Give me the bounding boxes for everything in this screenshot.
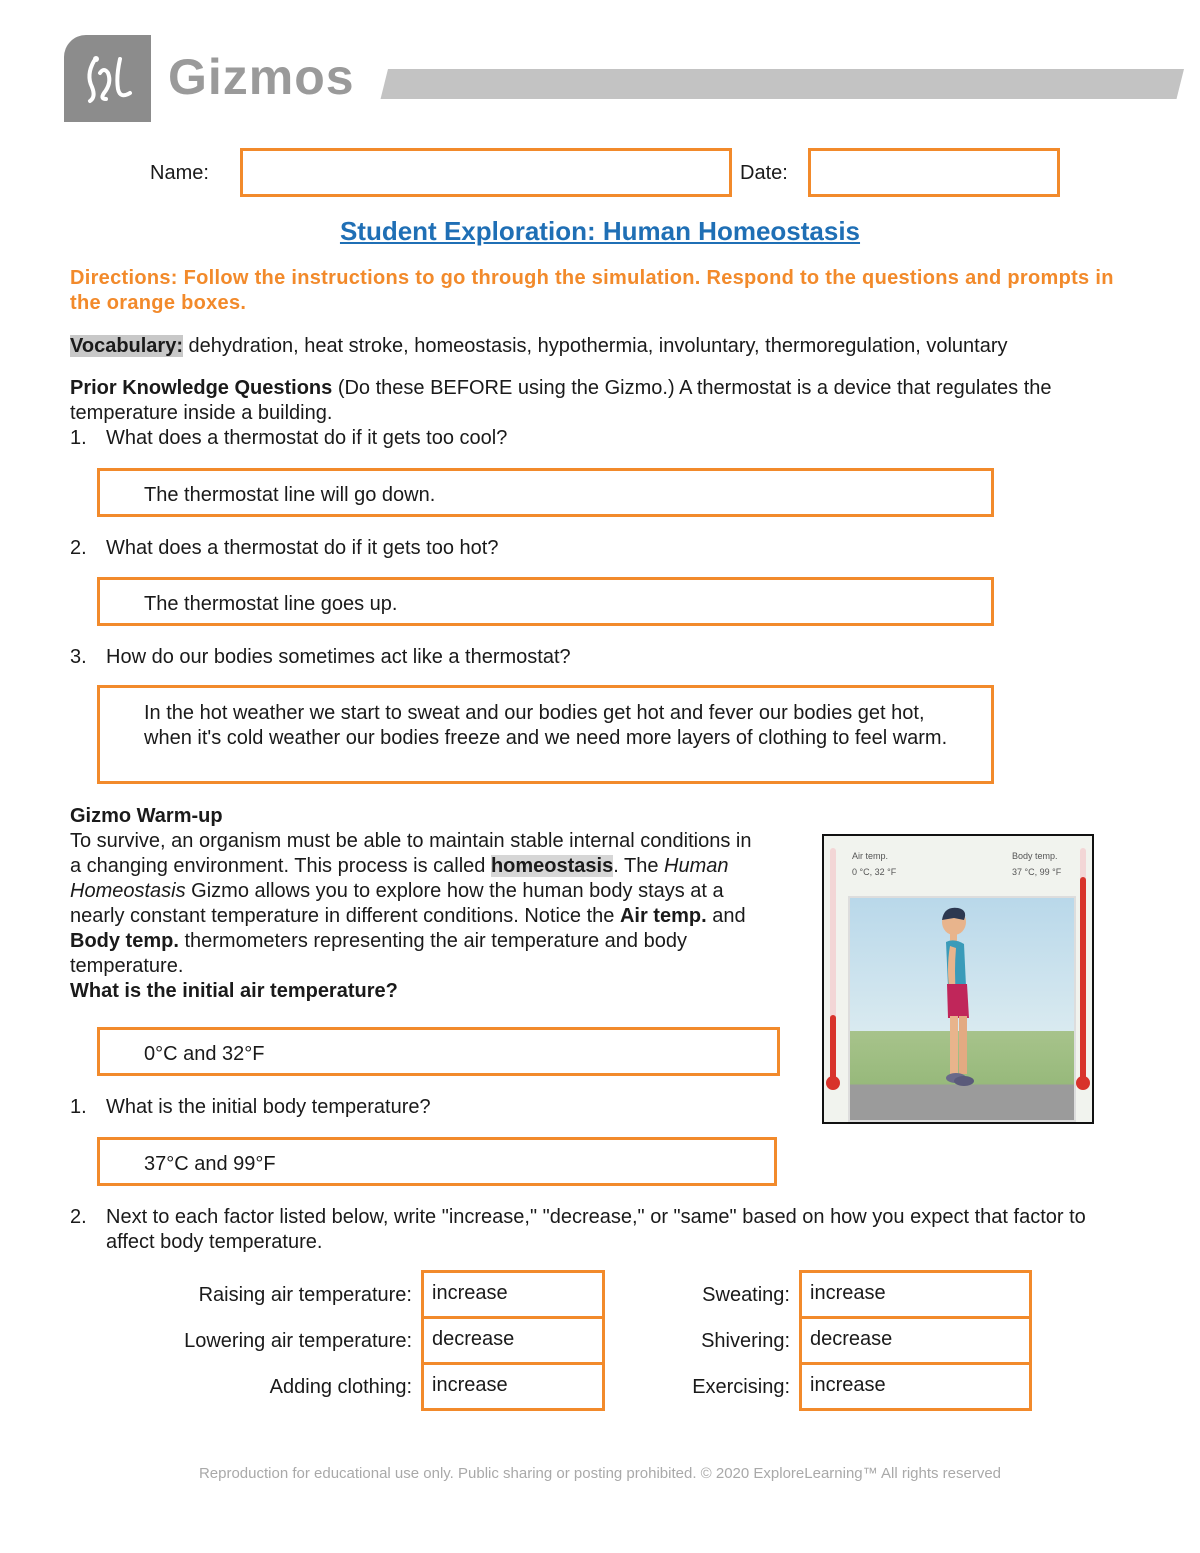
gizmos-logo <box>64 35 151 122</box>
prior-knowledge-intro <box>70 376 1140 426</box>
date-label: Date: <box>740 162 788 184</box>
answer-text: The thermostat line will go down. <box>144 484 436 506</box>
question-text: What is the initial body temperature? <box>106 1096 431 1118</box>
answer-text: 37°C and 99°F <box>144 1153 276 1175</box>
factor-label: Exercising: <box>692 1376 790 1398</box>
question-3 <box>70 645 571 670</box>
body-thermometer-bulb <box>1076 1076 1090 1090</box>
name-field[interactable] <box>240 148 732 197</box>
vocabulary-terms: dehydration, heat stroke, homeostasis, hypothermia, involuntary, thermoregulation, voluntary <box>183 335 1008 357</box>
question-text: What does a thermostat do if it gets too cool? <box>106 427 508 449</box>
factor-label: Sweating: <box>702 1284 790 1306</box>
warmup-heading: Gizmo Warm-up <box>70 805 223 827</box>
warmup-text: . The <box>613 855 665 877</box>
directions: Directions: Follow the instructions to go through the simulation. Respond to the questions and prompts in the orange boxes. <box>70 267 1114 314</box>
air-temp-label: Air temp. <box>852 851 889 861</box>
factor-label: Adding clothing: <box>269 1376 412 1398</box>
header-bar <box>381 69 1184 99</box>
question-number: 1. <box>70 1096 87 1118</box>
body-temp-term: Body temp. <box>70 930 179 952</box>
person-figure <box>850 898 1074 1120</box>
question-number: 1. <box>70 427 87 449</box>
footer: Reproduction for educational use only. Public sharing or posting prohibited. © 2020 ExploreLearning™ All rights reserved <box>198 1465 1002 1482</box>
answer-box-1[interactable] <box>97 468 994 517</box>
answer-box-air-temp[interactable] <box>97 1027 780 1076</box>
name-label: Name: <box>150 162 209 184</box>
answer-box-3[interactable] <box>97 685 994 784</box>
vocabulary <box>70 334 1150 359</box>
warmup-text: To survive, an organism must be able to maintain stable internal conditions in a changing environment. This process is called <box>70 830 752 877</box>
answer-text: The thermostat line goes up. <box>144 593 398 615</box>
question-number: 2. <box>70 537 87 559</box>
question-text: Next to each factor listed below, write "increase," "decrease," or "same" based on how you expect that factor to affect body temperature. <box>106 1206 1086 1253</box>
factor-answer-shivering[interactable]: decrease <box>799 1316 1032 1365</box>
warmup-question-1 <box>70 1095 431 1120</box>
factor-label: Shivering: <box>701 1330 790 1352</box>
explorelearning-logo-icon <box>76 53 140 105</box>
question-number: 2. <box>70 1206 87 1228</box>
answer-box-2[interactable] <box>97 577 994 626</box>
brand-name: Gizmos <box>168 49 355 105</box>
factor-answer-raising[interactable]: increase <box>421 1270 605 1319</box>
gizmo-name: Human Homeostasis <box>70 855 729 902</box>
factor-label: Lowering air temperature: <box>184 1330 412 1352</box>
body-thermometer-fill <box>1080 877 1086 1086</box>
warmup-question: What is the initial air temperature? <box>70 980 398 1002</box>
factor-answer-clothing[interactable]: increase <box>421 1362 605 1411</box>
warmup-text: Gizmo allows you to explore how the human body stays at a nearly constant temperature in different conditions. Notice the <box>70 880 724 927</box>
body-temp-value: 37 °C, 99 °F <box>1012 867 1062 877</box>
date-field[interactable] <box>808 148 1060 197</box>
answer-text: 0°C and 32°F <box>144 1043 265 1065</box>
question-text: How do our bodies sometimes act like a thermostat? <box>106 646 571 668</box>
factor-label: Raising air temperature: <box>198 1284 412 1306</box>
warmup-text: thermometers representing the air temperature and body temperature. <box>70 930 687 977</box>
warmup-paragraph <box>70 829 760 1004</box>
question-text: What does a thermostat do if it gets too hot? <box>106 537 499 559</box>
air-thermometer-bulb <box>826 1076 840 1090</box>
question-number: 3. <box>70 646 87 668</box>
prior-knowledge-heading: Prior Knowledge Questions <box>70 377 333 399</box>
air-temp-term: Air temp. <box>619 905 707 927</box>
page-title: Student Exploration: Human Homeostasis <box>339 216 861 246</box>
answer-text: In the hot weather we start to sweat and our bodies get hot and fever our bodies get hot, when it's cold weather our bodies freeze and we need more layers of clothing to feel warm. <box>144 702 948 749</box>
body-temp-label: Body temp. <box>1012 851 1058 861</box>
warmup-question-2 <box>70 1205 1130 1255</box>
question-2 <box>70 536 499 561</box>
factor-answer-exercising[interactable]: increase <box>799 1362 1032 1411</box>
vocabulary-label: Vocabulary: <box>70 335 183 357</box>
gizmo-screenshot <box>822 834 1094 1124</box>
air-temp-value: 0 °C, 32 °F <box>852 867 897 877</box>
answer-box-body-temp[interactable] <box>97 1137 777 1186</box>
simulation-scene <box>848 896 1076 1122</box>
factor-answer-sweating[interactable]: increase <box>799 1270 1032 1319</box>
homeostasis-term: homeostasis <box>490 855 614 877</box>
prior-knowledge-text: (Do these BEFORE using the Gizmo.) A thermostat is a device that regulates the temperature inside a building. <box>70 377 1052 424</box>
factor-answer-lowering[interactable]: decrease <box>421 1316 605 1365</box>
question-1 <box>70 426 508 451</box>
warmup-text: and <box>706 905 746 927</box>
